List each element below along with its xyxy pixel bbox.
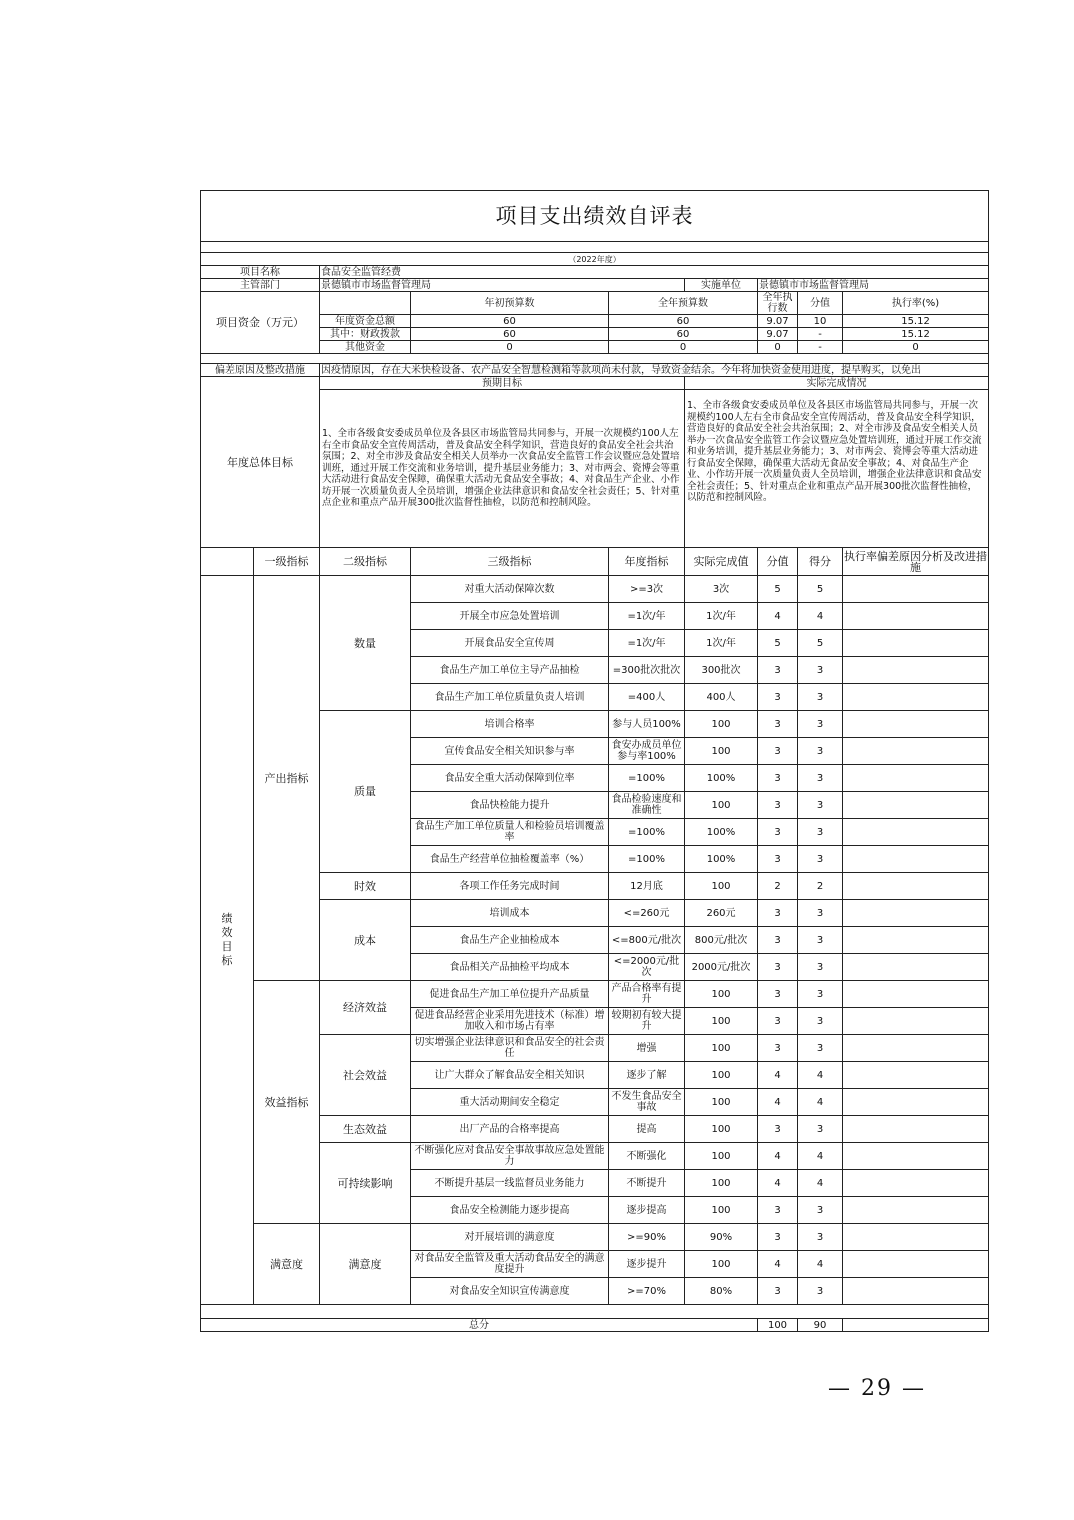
level2-indicator: 满意度 xyxy=(320,1224,411,1305)
points: 3 xyxy=(758,981,798,1008)
deviation-analysis xyxy=(843,927,989,954)
score: 3 xyxy=(798,954,843,981)
level3-indicator: 促进食品经营企业采用先进技术（标准）增加收入和市场占有率 xyxy=(411,1008,609,1035)
actual-value: 100 xyxy=(685,1008,758,1035)
actual-value: 80% xyxy=(685,1278,758,1305)
table-row xyxy=(201,1319,989,1332)
score: 3 xyxy=(798,1224,843,1251)
level3-indicator: 食品安全重大活动保障到位率 xyxy=(411,765,609,792)
table-row xyxy=(201,377,989,390)
level3-indicator: 各项工作任务完成时间 xyxy=(411,873,609,900)
deviation-text: 因疫情原因，存在大米快检设备、农产品安全智慧检测箱等款项尚未付款，导致资金结余。今年将加快资金使用进度，提早购买，以免出 xyxy=(320,364,989,377)
funds-value: 0 xyxy=(609,341,758,354)
table-row xyxy=(201,328,989,341)
annual-target: =100% xyxy=(609,819,685,846)
table-row xyxy=(201,1143,989,1170)
deviation-analysis xyxy=(843,981,989,1008)
funds-row-name: 其他资金 xyxy=(320,341,411,354)
annual-target: 增强 xyxy=(609,1035,685,1062)
points: 3 xyxy=(758,1116,798,1143)
actual-value: 260元 xyxy=(685,900,758,927)
points: 4 xyxy=(758,1143,798,1170)
impl-label: 实施单位 xyxy=(685,279,758,292)
actual-value: 100% xyxy=(685,765,758,792)
annual-target: >=70% xyxy=(609,1278,685,1305)
level3-indicator: 开展食品安全宣传周 xyxy=(411,630,609,657)
actual-value: 100 xyxy=(685,1197,758,1224)
indicator-header: 年度指标 xyxy=(609,548,685,576)
table-row xyxy=(201,1224,989,1251)
annual-target: 12月底 xyxy=(609,873,685,900)
annual-target: 食品检验速度和准确性 xyxy=(609,792,685,819)
indicator-header: 二级指标 xyxy=(320,548,411,576)
funds-value: - xyxy=(798,341,843,354)
funds-value: 0 xyxy=(411,341,609,354)
points: 3 xyxy=(758,1008,798,1035)
score: 4 xyxy=(798,1251,843,1278)
level2-indicator: 成本 xyxy=(320,900,411,981)
actual-value: 100 xyxy=(685,981,758,1008)
level3-indicator: 促进食品生产加工单位提升产品质量 xyxy=(411,981,609,1008)
deviation-analysis xyxy=(843,1170,989,1197)
deviation-analysis xyxy=(843,603,989,630)
annual-target: =100% xyxy=(609,846,685,873)
annual-target: =100% xyxy=(609,765,685,792)
points: 3 xyxy=(758,819,798,846)
level1-indicator: 效益指标 xyxy=(254,981,320,1224)
funds-value: 9.07 xyxy=(758,328,798,341)
level3-indicator: 不断提升基层一线监督员业务能力 xyxy=(411,1170,609,1197)
project-name: 食品安全监管经费 xyxy=(320,266,989,279)
indicator-header: 执行率偏差原因分析及改进措施 xyxy=(844,549,988,574)
points: 3 xyxy=(758,792,798,819)
goals-label: 年度总体目标 xyxy=(201,377,320,548)
indicator-header: 实际完成值 xyxy=(685,548,758,576)
page-title: 项目支出绩效自评表 xyxy=(201,191,989,242)
page-number: — 29 — xyxy=(828,1376,926,1401)
table-row xyxy=(201,900,989,927)
funds-value: 60 xyxy=(411,328,609,341)
funds-value: 60 xyxy=(411,315,609,328)
deviation-analysis xyxy=(843,792,989,819)
level3-indicator: 培训合格率 xyxy=(411,711,609,738)
score: 3 xyxy=(798,981,843,1008)
table-row xyxy=(201,364,989,377)
table-row xyxy=(201,873,989,900)
table-row xyxy=(201,354,989,364)
level2-indicator: 质量 xyxy=(320,711,411,873)
actual-value: 100% xyxy=(685,819,758,846)
level3-indicator: 宣传食品安全相关知识参与率 xyxy=(411,738,609,765)
score: 3 xyxy=(798,1197,843,1224)
points: 3 xyxy=(758,900,798,927)
score: 2 xyxy=(798,873,843,900)
actual-value: 100% xyxy=(685,846,758,873)
level2-indicator: 社会效益 xyxy=(320,1035,411,1116)
funds-row-name: 其中：财政拨款 xyxy=(320,328,411,341)
level3-indicator: 食品生产企业抽检成本 xyxy=(411,927,609,954)
score: 3 xyxy=(798,765,843,792)
deviation-analysis xyxy=(843,1143,989,1170)
deviation-analysis xyxy=(843,1035,989,1062)
deviation-analysis xyxy=(843,765,989,792)
deviation-analysis xyxy=(843,576,989,603)
deviation-analysis xyxy=(843,1116,989,1143)
annual-target: 较期初有较大提升 xyxy=(609,1008,685,1035)
funds-row-name: 年度资金总额 xyxy=(320,315,411,328)
score: 3 xyxy=(798,684,843,711)
actual-header: 实际完成情况 xyxy=(685,377,989,390)
points: 3 xyxy=(758,738,798,765)
actual-value: 100 xyxy=(685,1116,758,1143)
total-note xyxy=(843,1319,989,1332)
score: 3 xyxy=(798,711,843,738)
actual-value: 100 xyxy=(685,792,758,819)
points: 4 xyxy=(758,1062,798,1089)
year-label: （2022年度） xyxy=(201,253,989,266)
funds-header: 全年预算数 xyxy=(609,292,758,315)
score: 3 xyxy=(798,1035,843,1062)
annual-target: 提高 xyxy=(609,1116,685,1143)
points: 5 xyxy=(758,576,798,603)
deviation-analysis xyxy=(843,1224,989,1251)
deviation-analysis xyxy=(843,1062,989,1089)
deviation-analysis xyxy=(843,657,989,684)
table-row xyxy=(201,981,989,1008)
points: 4 xyxy=(758,1251,798,1278)
evaluation-table xyxy=(200,190,989,1332)
actual-value: 1次/年 xyxy=(685,603,758,630)
annual-target: =1次/年 xyxy=(609,603,685,630)
expected-header: 预期目标 xyxy=(320,377,685,390)
level3-indicator: 食品相关产品抽检平均成本 xyxy=(411,954,609,981)
annual-target: <=2000元/批次 xyxy=(609,954,685,981)
level3-indicator: 对重大活动保障次数 xyxy=(411,576,609,603)
deviation-analysis xyxy=(843,684,989,711)
points: 4 xyxy=(758,1089,798,1116)
annual-target: >=90% xyxy=(609,1224,685,1251)
actual-value: 100 xyxy=(685,1089,758,1116)
deviation-analysis xyxy=(843,1089,989,1116)
points: 4 xyxy=(758,1170,798,1197)
evaluation-sheet xyxy=(200,190,988,1332)
table-row xyxy=(201,548,989,576)
score: 4 xyxy=(798,1143,843,1170)
funds-value: 15.12 xyxy=(843,328,989,341)
level3-indicator: 食品生产加工单位质量负责人培训 xyxy=(411,684,609,711)
level1-indicator: 产出指标 xyxy=(254,576,320,981)
deviation-label: 偏差原因及整改措施 xyxy=(201,364,320,377)
score: 3 xyxy=(798,846,843,873)
annual-target: 参与人员100% xyxy=(609,711,685,738)
actual-value: 100 xyxy=(685,1170,758,1197)
score: 3 xyxy=(798,792,843,819)
deviation-analysis xyxy=(843,1278,989,1305)
funds-value: 0 xyxy=(843,341,989,354)
level3-indicator: 培训成本 xyxy=(411,900,609,927)
deviation-analysis xyxy=(843,1008,989,1035)
funds-value: 9.07 xyxy=(758,315,798,328)
actual-value: 100 xyxy=(685,1035,758,1062)
annual-target: =400人 xyxy=(609,684,685,711)
level3-indicator: 食品生产加工单位质量人和检验员培训覆盖率 xyxy=(411,819,609,846)
table-row xyxy=(201,292,989,315)
annual-target: 不断提升 xyxy=(609,1170,685,1197)
funds-value: 60 xyxy=(609,328,758,341)
points: 3 xyxy=(758,954,798,981)
deviation-analysis xyxy=(843,954,989,981)
level2-indicator: 可持续影响 xyxy=(320,1143,411,1224)
level3-indicator: 开展全市应急处置培训 xyxy=(411,603,609,630)
score: 3 xyxy=(798,738,843,765)
annual-target: 不断强化 xyxy=(609,1143,685,1170)
funds-value: - xyxy=(798,328,843,341)
funds-label: 项目资金（万元） xyxy=(201,292,320,354)
level3-indicator: 对食品安全知识宣传满意度 xyxy=(411,1278,609,1305)
table-row xyxy=(201,315,989,328)
actual-value: 1次/年 xyxy=(685,630,758,657)
annual-target: =300批次批次 xyxy=(609,657,685,684)
points: 3 xyxy=(758,684,798,711)
deviation-analysis xyxy=(843,711,989,738)
annual-target: =1次/年 xyxy=(609,630,685,657)
actual-value: 100 xyxy=(685,1143,758,1170)
points: 2 xyxy=(758,873,798,900)
annual-target: 逐步了解 xyxy=(609,1062,685,1089)
level3-indicator: 不断强化应对食品安全事故事故应急处置能力 xyxy=(411,1143,609,1170)
deviation-analysis xyxy=(843,819,989,846)
annual-target: >=3次 xyxy=(609,576,685,603)
points: 3 xyxy=(758,927,798,954)
points: 3 xyxy=(758,1035,798,1062)
level3-indicator: 食品安全检测能力逐步提高 xyxy=(411,1197,609,1224)
points: 3 xyxy=(758,1278,798,1305)
level3-indicator: 对开展培训的满意度 xyxy=(411,1224,609,1251)
actual-value: 2000元/批次 xyxy=(685,954,758,981)
table-row xyxy=(201,1305,989,1319)
level3-indicator: 切实增强企业法律意识和食品安全的社会责任 xyxy=(411,1035,609,1062)
funds-value: 60 xyxy=(609,315,758,328)
actual-value: 3次 xyxy=(685,576,758,603)
score: 3 xyxy=(798,1008,843,1035)
score: 4 xyxy=(798,1170,843,1197)
annual-target: 逐步提高 xyxy=(609,1197,685,1224)
score: 3 xyxy=(798,657,843,684)
funds-header: 分值 xyxy=(798,292,843,315)
score: 5 xyxy=(798,630,843,657)
impl-value: 景德镇市市场监督管理局 xyxy=(758,279,989,292)
performance-goal-text: 绩效目标 xyxy=(221,912,233,967)
points: 3 xyxy=(758,711,798,738)
level3-indicator: 食品生产经营单位抽检覆盖率（%） xyxy=(411,846,609,873)
performance-goal-label xyxy=(201,576,254,1305)
indicator-header: 得分 xyxy=(798,548,843,576)
level3-indicator: 让广大群众了解食品安全相关知识 xyxy=(411,1062,609,1089)
score: 3 xyxy=(798,927,843,954)
expected-goal-text: 1、全市各级食安委成员单位及各县区市场监管局共同参与，开展一次规模约100人左右全市食品安全宣传周活动，普及食品安全科学知识，营造良好的食品安全社会共治氛围；2、对全市涉及食品安全相关人员举办一次食品安全监管工作会议暨应急处置培训班，通过开展工作交流和业务培训，提升基层业务能力；3、对市两会、瓷博会等重大活动进行食品安全保障，确保重大活动无食品安全事故；4、对食品生产企业、小作坊开展一次质量负责人全员培训，增强企业法律意识和食品安全社会责任；5、针对重点企业和重点产品开展300批次监督性抽检，以防范和控制风险。 xyxy=(320,390,685,548)
annual-target: 食安办成员单位参与率100% xyxy=(609,738,685,765)
table-row xyxy=(201,576,989,603)
level3-indicator: 对食品安全监管及重大活动食品安全的满意度提升 xyxy=(411,1251,609,1278)
actual-value: 100 xyxy=(685,873,758,900)
actual-value: 100 xyxy=(685,1062,758,1089)
annual-target: <=260元 xyxy=(609,900,685,927)
deviation-analysis xyxy=(843,873,989,900)
annual-target: 产品合格率有提升 xyxy=(609,981,685,1008)
actual-value: 100 xyxy=(685,1251,758,1278)
indicator-header: 三级指标 xyxy=(411,548,609,576)
level2-indicator: 经济效益 xyxy=(320,981,411,1035)
points: 5 xyxy=(758,630,798,657)
indicator-header: 分值 xyxy=(758,548,798,576)
funds-row-name xyxy=(320,292,411,315)
funds-header: 执行率(%) xyxy=(843,292,989,315)
score: 3 xyxy=(798,1278,843,1305)
total-score: 90 xyxy=(798,1319,843,1332)
score: 5 xyxy=(798,576,843,603)
deviation-analysis xyxy=(843,1197,989,1224)
level2-indicator: 生态效益 xyxy=(320,1116,411,1143)
score: 3 xyxy=(798,900,843,927)
score: 4 xyxy=(798,1089,843,1116)
actual-value: 100 xyxy=(685,711,758,738)
funds-header: 年初预算数 xyxy=(411,292,609,315)
deviation-analysis xyxy=(843,1251,989,1278)
score: 4 xyxy=(798,1062,843,1089)
table-row xyxy=(201,341,989,354)
level3-indicator: 食品生产加工单位主导产品抽检 xyxy=(411,657,609,684)
deviation-analysis xyxy=(843,900,989,927)
actual-value: 300批次 xyxy=(685,657,758,684)
level1-indicator: 满意度 xyxy=(254,1224,320,1305)
deviation-analysis xyxy=(843,738,989,765)
dept-value: 景德镇市市场监督管理局 xyxy=(320,279,685,292)
points: 3 xyxy=(758,1197,798,1224)
actual-value: 90% xyxy=(685,1224,758,1251)
deviation-analysis xyxy=(843,846,989,873)
indicator-header-blank xyxy=(201,548,254,576)
funds-value: 15.12 xyxy=(843,315,989,328)
actual-value: 800元/批次 xyxy=(685,927,758,954)
funds-value: 10 xyxy=(798,315,843,328)
deviation-analysis xyxy=(843,630,989,657)
points: 3 xyxy=(758,765,798,792)
level2-indicator: 数量 xyxy=(320,576,411,711)
funds-value: 0 xyxy=(758,341,798,354)
points: 4 xyxy=(758,603,798,630)
total-label: 总分 xyxy=(201,1319,758,1332)
table-row xyxy=(201,390,989,548)
level3-indicator: 重大活动期间安全稳定 xyxy=(411,1089,609,1116)
table-row xyxy=(201,1035,989,1062)
actual-goal-text: 1、全市各级食安委成员单位及各县区市场监管局共同参与，开展一次规模约100人左右全市食品安全宣传周活动，普及食品安全科学知识，营造良好的食品安全社会共治氛围；2、对全市涉及食品安全相关人员举办一次食品安全监管工作会议暨应急处置培训班，通过开展工作交流和业务培训，提升基层业务能力；3、对市两会、瓷博会等重大活动进行食品安全保障，确保重大活动无食品安全事故；4、对食品生产企业、小作坊开展一次质量负责人全员培训，增强企业法律意识和食品安全社会责任；5、针对重点企业和重点产品开展300批次监督性抽检，以防范和控制风险。 xyxy=(685,390,989,548)
points: 3 xyxy=(758,1224,798,1251)
points: 3 xyxy=(758,846,798,873)
funds-header: 全年执行数 xyxy=(758,292,798,315)
score: 3 xyxy=(798,819,843,846)
dept-label: 主管部门 xyxy=(201,279,320,292)
score: 4 xyxy=(798,603,843,630)
level2-indicator: 时效 xyxy=(320,873,411,900)
actual-value: 100 xyxy=(685,738,758,765)
level3-indicator: 出厂产品的合格率提高 xyxy=(411,1116,609,1143)
annual-target: <=800元/批次 xyxy=(609,927,685,954)
points: 3 xyxy=(758,657,798,684)
annual-target: 逐步提升 xyxy=(609,1251,685,1278)
table-row xyxy=(201,1116,989,1143)
indicator-header: 一级指标 xyxy=(254,548,320,576)
project-name-label: 项目名称 xyxy=(201,266,320,279)
table-row xyxy=(201,711,989,738)
total-points: 100 xyxy=(758,1319,798,1332)
score: 3 xyxy=(798,1116,843,1143)
annual-target: 不发生食品安全事故 xyxy=(609,1089,685,1116)
level3-indicator: 食品快检能力提升 xyxy=(411,792,609,819)
actual-value: 400人 xyxy=(685,684,758,711)
